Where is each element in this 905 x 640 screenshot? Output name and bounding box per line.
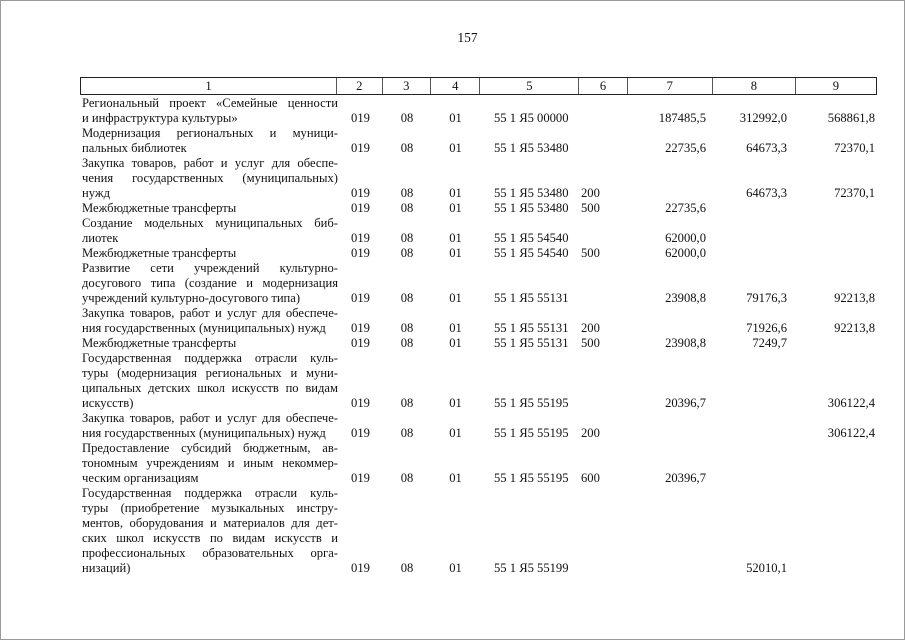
row-description (80, 486, 338, 576)
cell-col-8: 79176,3 (746, 291, 787, 305)
cell-col-2: 019 (351, 321, 370, 335)
cell-col-5: 55 1 Я5 55199 (494, 561, 569, 575)
cell-col-7: 20396,7 (665, 396, 706, 410)
cell-col-6: 500 (581, 201, 600, 215)
cell-col-5: 55 1 Я5 55131 (494, 291, 569, 305)
cell-col-2: 019 (351, 336, 370, 350)
row-description (80, 156, 338, 201)
cell-col-9: 92213,8 (834, 321, 875, 335)
cell-col-5: 55 1 Я5 53480 (494, 186, 569, 200)
description-line: ских школ искусств по видам искусств и (82, 531, 338, 545)
description-line: Межбюджетные трансферты (82, 336, 237, 350)
table-row (80, 246, 877, 261)
cell-col-3: 08 (400, 231, 414, 245)
description-line: Межбюджетные трансферты (82, 201, 237, 215)
row-description (80, 351, 338, 411)
cell-col-5: 55 1 Я5 55195 (494, 396, 569, 410)
description-line: профессиональных образовательных орга- (82, 546, 338, 560)
cell-col-9: 72370,1 (834, 186, 875, 200)
column-header: 1 (205, 79, 212, 93)
row-description (80, 441, 338, 486)
table-header-row (80, 77, 877, 95)
cell-col-2: 019 (351, 246, 370, 260)
cell-col-3: 08 (400, 246, 414, 260)
cell-col-2: 019 (351, 111, 370, 125)
cell-col-4: 01 (449, 141, 462, 155)
cell-col-2: 019 (351, 201, 370, 215)
cell-col-9: 568861,8 (827, 111, 875, 125)
column-header: 5 (479, 78, 578, 94)
cell-col-9: 72370,1 (834, 141, 875, 155)
cell-col-8: 7249,7 (752, 336, 787, 350)
cell-col-9: 306122,4 (827, 396, 875, 410)
cell-col-3: 08 (400, 201, 414, 215)
cell-col-4: 01 (449, 426, 462, 440)
cell-col-5: 55 1 Я5 00000 (494, 111, 569, 125)
row-description (80, 216, 338, 246)
budget-table (80, 77, 877, 576)
cell-col-3: 08 (400, 111, 414, 125)
cell-col-2: 019 (351, 291, 370, 305)
column-header: 2 (336, 78, 381, 94)
table-row (80, 351, 877, 411)
description-line: туры (приобретение музыкальных инстру- (82, 501, 338, 515)
cell-col-6: 500 (581, 336, 600, 350)
description-line: Модернизация регионалъных и муници- (82, 126, 338, 140)
description-line: Региональный проект «Семейные ценности (82, 96, 338, 110)
row-description (80, 246, 338, 261)
cell-col-7: 20396,7 (665, 471, 706, 485)
cell-col-6: 200 (581, 186, 600, 200)
description-line: ния государственных (муниципальных) нужд (82, 321, 326, 335)
cell-col-3: 08 (400, 321, 414, 335)
description-line: Закупка товаров, работ и услуг для обеспече- (82, 306, 338, 320)
cell-col-3: 08 (400, 291, 414, 305)
table-row (80, 441, 877, 486)
cell-col-2: 019 (351, 561, 370, 575)
cell-col-5: 55 1 Я5 55131 (494, 321, 569, 335)
cell-col-8: 52010,1 (746, 561, 787, 575)
description-line: ния государственных (муниципальных) нужд (82, 426, 326, 440)
description-line: Развитие сети учреждений культурно- (82, 261, 338, 275)
column-header: 6 (578, 78, 626, 94)
cell-col-2: 019 (351, 426, 370, 440)
description-line: Предоставление субсидий бюджетным, ав- (82, 441, 338, 455)
description-line: Закупка товаров, работ и услуг для обеспе- (82, 156, 338, 170)
table-row (80, 411, 877, 441)
cell-col-4: 01 (449, 471, 462, 485)
cell-col-7: 22735,6 (665, 141, 706, 155)
description-line: ментов, оборудования и материалов для дет- (82, 516, 338, 530)
cell-col-6: 600 (581, 471, 600, 485)
table-row (80, 306, 877, 336)
description-line: учреждений культурно-досугового типа) (82, 291, 301, 305)
cell-col-5: 55 1 Я5 54540 (494, 246, 569, 260)
cell-col-8: 64673,3 (746, 186, 787, 200)
description-line: лиотек (82, 231, 119, 245)
cell-col-7: 62000,0 (665, 231, 706, 245)
column-header: 8 (712, 78, 795, 94)
description-line: искусств) (82, 396, 134, 410)
cell-col-5: 55 1 Я5 54540 (494, 231, 569, 245)
description-line: Государственная поддержка отрасли куль- (82, 486, 338, 500)
cell-col-2: 019 (351, 396, 370, 410)
table-row (80, 486, 877, 576)
table-row (80, 201, 877, 216)
description-line: нужд (82, 186, 110, 200)
cell-col-4: 01 (449, 186, 462, 200)
cell-col-3: 08 (400, 396, 414, 410)
cell-col-9: 306122,4 (827, 426, 875, 440)
table-row (80, 96, 877, 126)
cell-col-4: 01 (449, 291, 462, 305)
cell-col-4: 01 (449, 336, 462, 350)
description-line: низаций) (82, 561, 131, 575)
row-description (80, 411, 338, 441)
cell-col-8: 64673,3 (746, 141, 787, 155)
cell-col-5: 55 1 Я5 53480 (494, 201, 569, 215)
description-line: тономным учреждениям и иным некоммер- (82, 456, 338, 470)
description-line: Закупка товаров, работ и услуг для обеспече- (82, 411, 338, 425)
cell-col-7: 23908,8 (665, 291, 706, 305)
cell-col-5: 55 1 Я5 55131 (494, 336, 569, 350)
cell-col-4: 01 (449, 111, 462, 125)
row-description (80, 306, 338, 336)
description-line: чения государственных (муниципальных) (82, 171, 338, 185)
table-row (80, 126, 877, 156)
row-description (80, 96, 338, 126)
cell-col-3: 08 (400, 426, 414, 440)
cell-col-5: 55 1 Я5 55195 (494, 471, 569, 485)
description-line: Государственная поддержка отрасли куль- (82, 351, 338, 365)
cell-col-2: 019 (351, 231, 370, 245)
cell-col-3: 08 (400, 186, 414, 200)
cell-col-5: 55 1 Я5 55195 (494, 426, 569, 440)
cell-col-7: 23908,8 (665, 336, 706, 350)
cell-col-4: 01 (449, 231, 462, 245)
row-description (80, 126, 338, 156)
cell-col-4: 01 (449, 201, 462, 215)
description-line: Создание модельных муниципальных биб- (82, 216, 338, 230)
description-line: досугового типа (создание и модернизация (82, 276, 338, 290)
table-row (80, 336, 877, 351)
row-description (80, 201, 338, 216)
description-line: и инфраструктура культуры» (82, 111, 238, 125)
cell-col-5: 55 1 Я5 53480 (494, 141, 569, 155)
table-row (80, 261, 877, 306)
cell-col-6: 500 (581, 246, 600, 260)
table-body (80, 96, 877, 576)
cell-col-3: 08 (400, 561, 414, 575)
cell-col-4: 01 (449, 321, 462, 335)
cell-col-4: 01 (449, 561, 462, 575)
description-line: Межбюджетные трансферты (82, 246, 237, 260)
description-line: туры (модернизация региональных и муни- (82, 366, 338, 380)
row-description (80, 261, 338, 306)
column-header: 3 (382, 78, 430, 94)
cell-col-7: 22735,6 (665, 201, 706, 215)
description-line: ципальных детских школ искусств по видам (82, 381, 338, 395)
column-header: 7 (627, 78, 712, 94)
description-line: ческим организациям (82, 471, 199, 485)
cell-col-3: 08 (400, 336, 414, 350)
cell-col-4: 01 (449, 396, 462, 410)
cell-col-8: 312992,0 (739, 111, 787, 125)
cell-col-4: 01 (449, 246, 462, 260)
cell-col-3: 08 (400, 471, 414, 485)
table-row (80, 156, 877, 201)
table-row (80, 216, 877, 246)
cell-col-6: 200 (581, 426, 600, 440)
cell-col-2: 019 (351, 471, 370, 485)
cell-col-7: 187485,5 (658, 111, 706, 125)
cell-col-8: 71926,6 (746, 321, 787, 335)
cell-col-2: 019 (351, 141, 370, 155)
row-description (80, 336, 338, 351)
cell-col-2: 019 (351, 186, 370, 200)
cell-col-7: 62000,0 (665, 246, 706, 260)
page-number: 157 (457, 30, 478, 45)
column-header: 9 (795, 78, 876, 94)
column-header: 4 (430, 78, 479, 94)
cell-col-3: 08 (400, 141, 414, 155)
description-line: пальных библиотек (82, 141, 187, 155)
cell-col-9: 92213,8 (834, 291, 875, 305)
cell-col-6: 200 (581, 321, 600, 335)
